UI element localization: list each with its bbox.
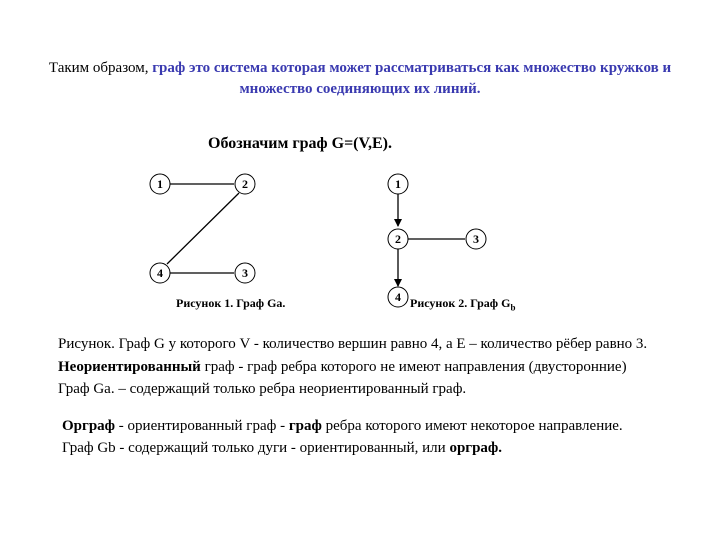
paragraph-digraph: [20, 415, 710, 438]
edge-a-2-4: [167, 193, 239, 264]
vertex-label: 2: [395, 232, 401, 246]
paragraph-graph-a: Граф Ga. – содержащий только ребра неориентированный граф.: [58, 381, 467, 397]
graph-b-vertex-2: [388, 229, 408, 249]
vertex-label: 4: [395, 290, 401, 304]
vertex-label: 2: [242, 177, 248, 191]
term-undirected: Неориентированный: [58, 358, 201, 375]
figure-2-caption-main: Рисунок 2. Граф G: [410, 296, 511, 310]
intro-lead: Таким образом,: [48, 60, 149, 76]
paragraph-graph-counts: Рисунок. Граф G у которого V - количество вершин равно 4, а Е – количество рёбер равно 3.: [58, 336, 648, 352]
vertex-label: 4: [157, 266, 163, 280]
graph-a-vertex-1: [150, 174, 170, 194]
graph-a-vertex-3: [235, 263, 255, 283]
graph-b-definition: Граф Gb - содержащий только дуги - ориентированный, или: [62, 440, 450, 456]
graph-b-vertex-4: [388, 287, 408, 307]
graph-a-vertex-4: [150, 263, 170, 283]
graph-b-vertex-3: [466, 229, 486, 249]
term-orgraph: орграф.: [449, 440, 503, 456]
figure-2-caption-sub: b: [510, 302, 516, 313]
term-graph: граф: [288, 417, 322, 434]
graph-a-edges: [167, 184, 239, 273]
vertex-label: 3: [473, 232, 479, 246]
paragraph-graph-b: [20, 437, 710, 460]
intro-highlight: граф это система которая может рассматриваться как множество кружков и множество соединяющих их линий.: [152, 60, 672, 97]
graph-notation: Обозначим граф G=(V,E).: [208, 135, 392, 152]
vertex-label: 1: [395, 177, 401, 191]
graph-b-vertex-1: [388, 174, 408, 194]
term-digraph: Орграф: [62, 417, 116, 434]
figure-2-caption: [410, 296, 515, 312]
digraph-definition: ребра которого имеют некоторое направление.: [321, 417, 623, 434]
paragraph-undirected: [20, 356, 710, 379]
definitions-text: [20, 333, 710, 460]
undirected-definition: граф - граф ребра которого не имеют направления (двусторонние): [200, 358, 627, 375]
vertex-label: 3: [242, 266, 248, 280]
digraph-mid: - ориентированный граф -: [115, 417, 289, 434]
vertex-label: 1: [157, 177, 163, 191]
figure-1-caption: Рисунок 1. Граф Ga.: [176, 296, 286, 310]
graph-a-vertex-2: [235, 174, 255, 194]
